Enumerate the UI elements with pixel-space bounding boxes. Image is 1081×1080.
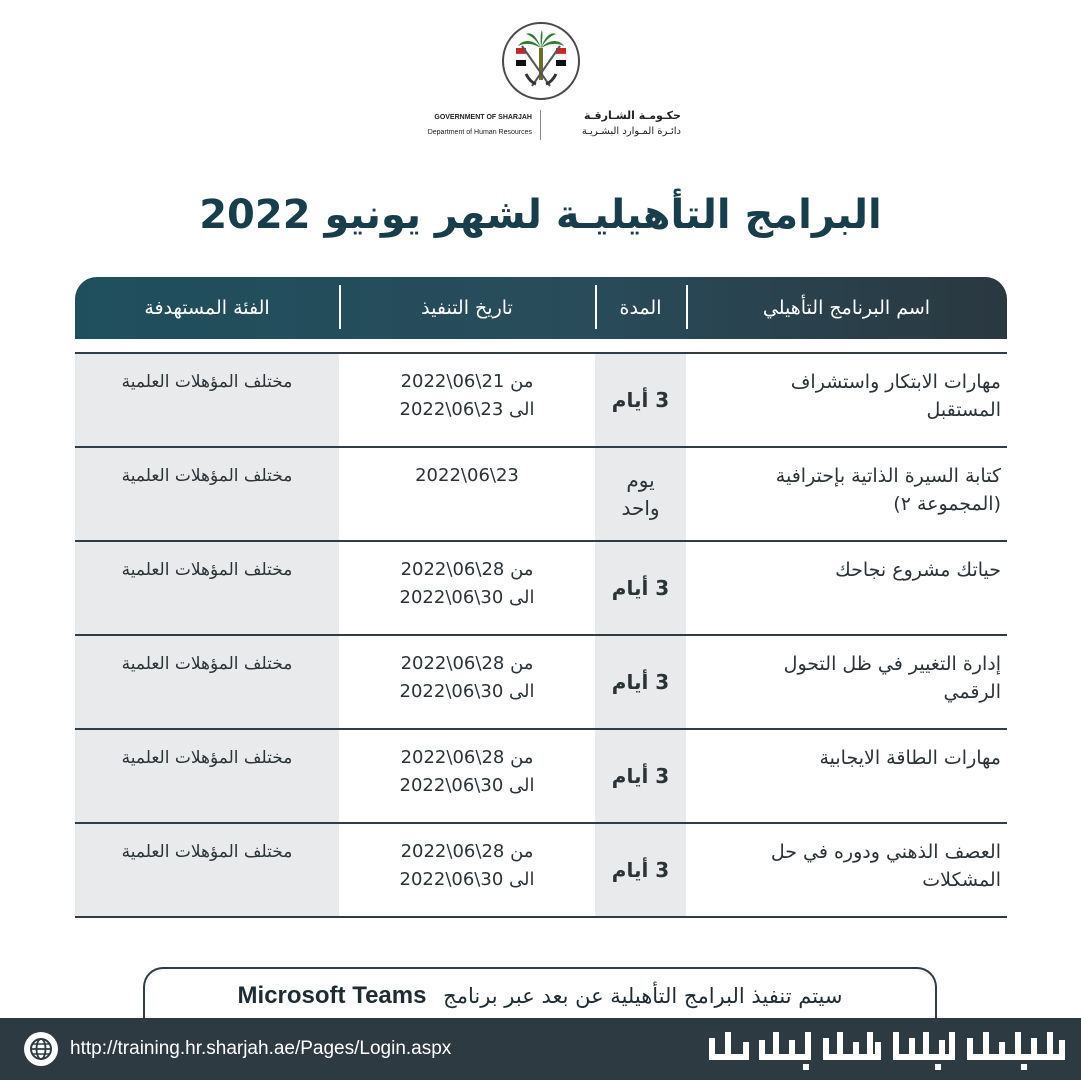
cell-duration	[595, 542, 686, 634]
date-start: من 28\06\2022	[400, 747, 534, 768]
cell-duration	[595, 636, 686, 728]
gov-ar-line2: دائـرة المـوارد البشـريـة	[581, 126, 681, 137]
cell-target: مختلف المؤهلات العلمية	[75, 542, 339, 634]
program-name-line2: المشكلات	[922, 869, 1001, 891]
cell-program-name	[686, 730, 1007, 822]
cell-date	[339, 354, 595, 446]
table-header	[75, 277, 1007, 339]
program-name-line1: مهارات الطاقة الايجابية	[819, 747, 1001, 769]
sharjah-emblem	[0, 22, 1081, 100]
government-name-arabic	[551, 108, 681, 140]
duration-line1: 3 أيام	[611, 858, 670, 882]
duration-line2: واحد	[621, 496, 660, 520]
header-name: اسم البرنامج التأهيلي	[686, 277, 1007, 339]
cell-program-name	[686, 824, 1007, 916]
duration-line1: 3 أيام	[611, 670, 670, 694]
date-start: 23\06\2022	[415, 465, 519, 486]
program-name-line1: العصف الذهني ودوره في حل	[770, 841, 1001, 863]
program-name-line1: كتابة السيرة الذاتية بإحترافية	[775, 465, 1001, 487]
cell-program-name	[686, 636, 1007, 728]
date-start: من 28\06\2022	[400, 559, 534, 580]
programs-table	[75, 352, 1007, 918]
header-date: تاريخ التنفيذ	[339, 277, 595, 339]
date-end: الى 30\06\2022	[399, 681, 535, 702]
hr-department-kufic-logo	[703, 1028, 1073, 1072]
delivery-note	[143, 967, 937, 1023]
date-end: الى 30\06\2022	[399, 775, 535, 796]
cell-target: مختلف المؤهلات العلمية	[75, 824, 339, 916]
cell-program-name	[686, 448, 1007, 540]
table-row	[75, 822, 1007, 918]
gov-ar-line1: حكـومـة الشـارقـة	[583, 109, 681, 122]
cell-date	[339, 542, 595, 634]
date-end: الى 30\06\2022	[399, 587, 535, 608]
table-row	[75, 728, 1007, 822]
government-name-english	[428, 110, 532, 140]
government-header	[0, 106, 1081, 146]
header-duration: المدة	[595, 277, 686, 339]
cell-duration	[595, 354, 686, 446]
cell-duration	[595, 448, 686, 540]
table-row	[75, 446, 1007, 540]
table-row	[75, 634, 1007, 728]
emblem-icon	[502, 22, 580, 100]
cell-date	[339, 824, 595, 916]
date-start: من 21\06\2022	[400, 371, 534, 392]
program-name-line2: (المجموعة ٢)	[893, 493, 1001, 515]
globe-icon	[24, 1032, 58, 1066]
header-target: الفئة المستهدفة	[144, 297, 270, 319]
table-row	[75, 540, 1007, 634]
cell-program-name	[686, 542, 1007, 634]
platform-name: Microsoft Teams	[237, 982, 427, 1009]
duration-line1: 3 أيام	[611, 388, 670, 412]
cell-date	[339, 448, 595, 540]
program-name-line1: مهارات الابتكار واستشراف	[790, 371, 1001, 393]
program-name-line2: الرقمي	[943, 681, 1001, 703]
gov-en-line2: Department of Human Resources	[427, 129, 532, 136]
gov-en-line1: GOVERNMENT OF SHARJAH	[434, 114, 532, 121]
header-divider	[540, 110, 541, 140]
date-end: الى 23\06\2022	[399, 399, 535, 420]
date-start: من 28\06\2022	[400, 841, 534, 862]
cell-target: مختلف المؤهلات العلمية	[75, 448, 339, 540]
page-title: البرامج التأهيليـة لشهر يونيو 2022	[199, 192, 882, 238]
cell-target: مختلف المؤهلات العلمية	[75, 730, 339, 822]
cell-program-name	[686, 354, 1007, 446]
note-text: سيتم تنفيذ البرامج التأهيلية عن بعد عبر برنامج	[443, 984, 843, 1008]
cell-duration	[595, 824, 686, 916]
date-end: الى 30\06\2022	[399, 869, 535, 890]
duration-line1: 3 أيام	[611, 764, 670, 788]
duration-line1: يوم	[626, 468, 655, 492]
date-start: من 28\06\2022	[400, 653, 534, 674]
cell-duration	[595, 730, 686, 822]
cell-target: مختلف المؤهلات العلمية	[75, 636, 339, 728]
table-row	[75, 352, 1007, 446]
cell-target: مختلف المؤهلات العلمية	[75, 354, 339, 446]
program-name-line1: حياتك مشروع نجاحك	[835, 559, 1001, 581]
footer-bar	[0, 1018, 1081, 1080]
duration-line1: 3 أيام	[611, 576, 670, 600]
training-portal-link[interactable]: http://training.hr.sharjah.ae/Pages/Login.aspx	[70, 1038, 452, 1059]
cell-date	[339, 730, 595, 822]
cell-date	[339, 636, 595, 728]
program-name-line1: إدارة التغيير في ظل التحول	[783, 653, 1001, 675]
program-name-line2: المستقبل	[926, 399, 1001, 421]
